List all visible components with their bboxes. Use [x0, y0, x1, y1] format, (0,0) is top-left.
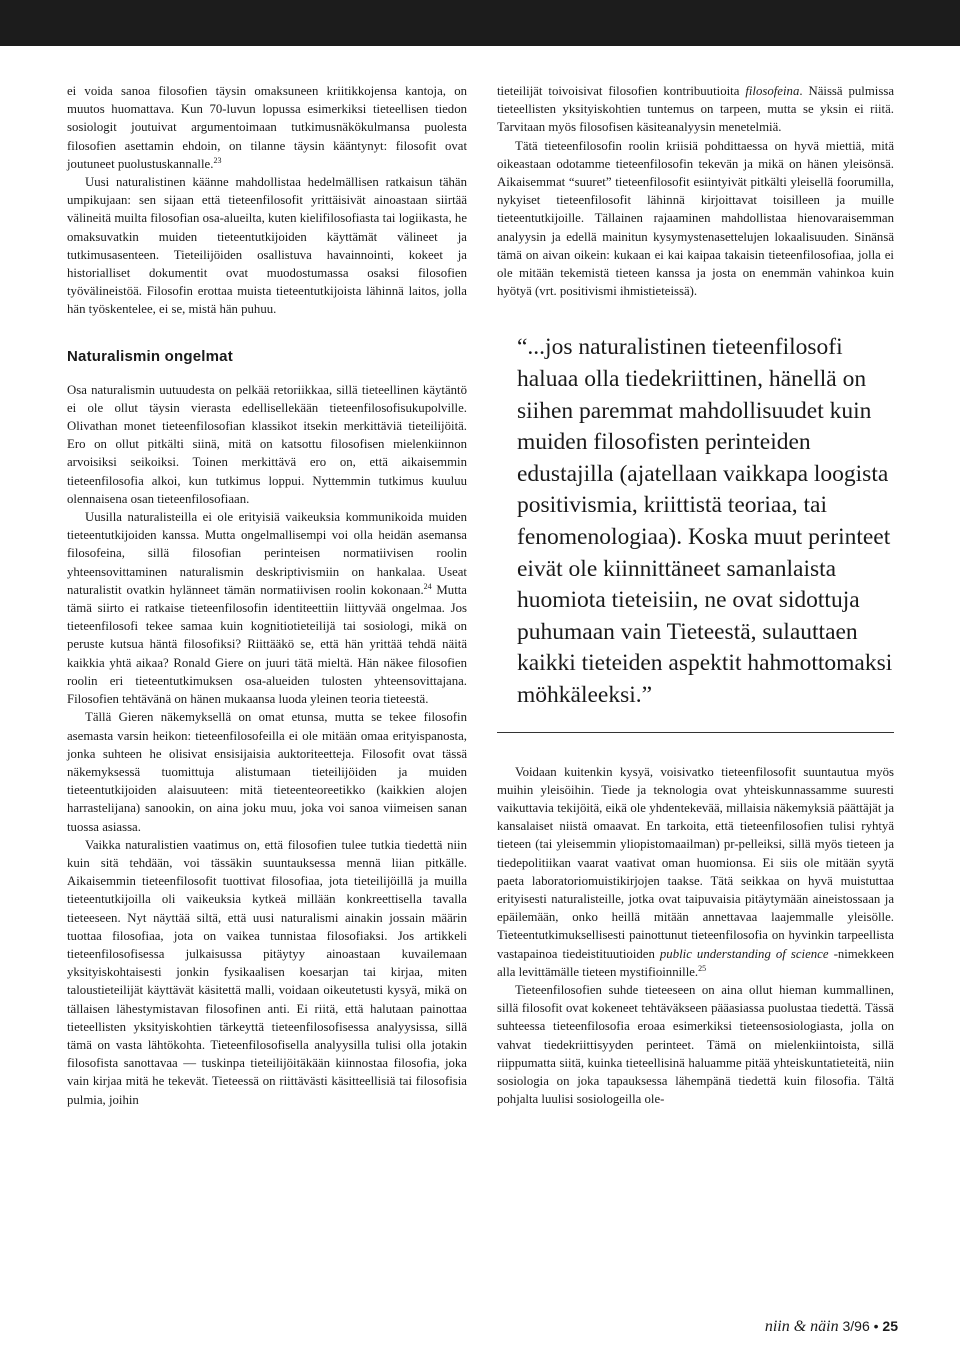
- right-column: [497, 82, 894, 1108]
- paragraph: Tieteenfilosofien suhde tieteeseen on aina ollut hieman kummallinen, sillä filosofit ovat kokeneet tehtäväkseen pääasiassa puolustaa tiedettä. Tässä suhteessa tieteenfilosofia eroaa esimerkiksi tieteensosiologiasta, jolla on vahvat tiedekriittisyyden perinteet. Tämä on mielenkiintoista, sillä riippumatta siitä, kuinka tieteellisinä haluamme pitää yhteiskuntatieteitä, niin sosiologia on joka tapauksessa lähempänä tiedettä kuin filosofia. Tältä pohjalta luulisi sosiologeilla ole-: [497, 983, 894, 1107]
- left-column: [67, 82, 467, 1109]
- paragraph: Osa naturalismin uutuudesta on pelkää retoriikkaa, sillä tieteellinen käytäntö ei ole ollut täysin vierasta edellisellekään tieteenfilosofisukupolville. Olivathan monet tieteenfilosofian klassikot itsekin merkittäviä tieteilijöitä. Ero on ollut pitkälti siinä, mitä on katsottu filosofisen mielenkiinnon arvoisiksi seikoiksi. Toinen merkittävä ero on, että aikaisemmin tieteenfilosofia alkoi, kun tutkimus loppui. Nyttemmin tutkimus kuuluu olennaisena osan tieteenfilosofiaan.: [67, 382, 467, 506]
- footnote-ref: 25: [698, 963, 707, 973]
- section-heading: Naturalismin ongelmat: [67, 347, 233, 365]
- paragraph: ei voida sanoa filosofien täysin omaksuneen kriitikkojensa kantoja, on muutos huomattava. Kun 70-luvun lopussa esimerkiksi tieteellisen tiedon sosiologit joutuivat argumentoimaan tutkimusnäkökulmansa puolesta filosofien asettamin ehdoin, on tilanne täysin kääntynyt: filosofit ovat joutuneet puolustuskannalle.$^{23}$: [67, 84, 467, 171]
- paragraph: Vaikka naturalistien vaatimus on, että filosofien tulee tutkia tiedettä niin kuin sitä tehdään, voi tässäkin suuntauksessa mennä liian pitkälle. Aikaisemmin tieteenfilosofit tuottivat filosofiaa, jota tieteilijöillä ja muilla tieteentutkijoilla oli vaikeuksia kytkeä millään konkreettisella tavalla tieteeseen. Nyt näyttää siltä, että uusi naturalismi ainakin jossain määrin tuottaa filosofiaa, jota on vaikea tunnistaa filosofiaksi. Jos artikkeli tieteenfilosofisessa julkaisussa pitäytyy ainoastaan kuvailemaan yksityiskohtaisesti jonkin fysikaalisen koesarjan tai kirjaa, miten taloustieteilijät käyttävät käsitettä malli, voidaan oikeutetusti kysyä, mikä on tällaisen lähestymistavan filosofinen anti. Ei riitä, että halutaan painottaa tieteellisten yksityiskohtien tärkeyttä tieteenfilosofisessa analyysissa, sillä tämä on vasta lähtökohta. Tieteenfilosofisella analyysilla tulisi olla jotakin filosofista sanottavaa — tuskinpa tieteilijöitäkään kiinnostaa filosofia, joka vain kirjaa mitä he tekevät. Tieteessä on riittävästi käsitteellisiä tai filosofisia pulmia, joihin: [67, 837, 467, 1107]
- page-number: 25: [882, 1318, 898, 1334]
- top-black-bar: [0, 0, 960, 46]
- paragraph: Tällä Gieren näkemyksellä on omat etunsa, mutta se tekee filosofin asemasta varsin heikon: tieteenfilosofeilla ei ole mitään omaa erityispanosta, jonka suhteen he olisivat ensisijaisia auktoriteetteja. Filosofit ovat tässä näkemyksessä tuomittuja alistumaan tieteilijöiden ja muiden tieteentutkijoiden alaisuuteen: mitä tieteenteoreetikko (kaikkien alojen harrastelijana) sanookin, on aina joku muu, joka voi sanoa viimeisen sanan tuossa asiassa.: [67, 710, 467, 834]
- paragraph: Voidaan kuitenkin kysyä, voisivatko tieteenfilosofit suuntautua myös muihin yleisöihin. Tiede ja teknologia ovat yhteiskunnassamme suuresti vaikuttavia tekijöitä, eikä ole yhdentekevää, millaisia näkemyksiä päättäjät ja kansalaiset niistä omaavat. En tarkoita, että tieteenfilosofien tulisi ryhtyä tieteen (tai yleisemmin yliopistomaailman) pr-pelleiksi, sillä myös tieteen ja tiedepolitiikan vaarat vaativat oman huomionsa. Ei siis ole mitään syytä paeta laboratoriomuistikirjojen taakse. Tätä seikkaa on hyvä muistuttaa erityisesti naturalisteille, jotka ovat taipuvaisia pitäytymään aineistossaan ja epäilemään, onko heillä mitään annettavaa laajemmalle yleisölle. Tieteentutkimuksellisesti painottunut tieteenfilosofia on hyvinkin tarpeellista vastapainoa tiedeistituutioiden public understanding of science -nimekkeen alla levittämälle tieteen mystifioinnille.$^{25}$: [497, 764, 894, 979]
- footnote-ref: 24: [423, 581, 432, 591]
- page-footer: [765, 1318, 898, 1336]
- issue-number: 3/96: [842, 1318, 870, 1334]
- paragraph: Tätä tieteenfilosofin roolin kriisiä pohdittaessa on hyvä miettiä, mitä oikeastaan odotamme tieteenfilosofin tekevän ja mikä on hänen yleisönsä. Aikaisemmat “suuret” tieteenfilosofit esiintyivät pitkälti yleisellä foorumilla, nykyiset tieteenfilosofit lähinnä kirjoittavat toisilleen ja muille tieteentutkijoille. Tällainen rajaaminen mahdollistaa hienovaraisemman analyysin ja edellä mainitun kysymystenasettelujen lokaalisuuden. Sinänsä tämä on aivan oikein: kukaan ei kai kaipaa takaisin tieteenfilosofiaa, jolla ei ole mitään tekemistä tieteen kanssa ja josta on enemmän vahinkoa kuin hyötyä (vrt. positivismi ihmistieteissä).: [497, 138, 894, 299]
- footnote-ref: 23: [213, 155, 222, 165]
- paragraph: Uusi naturalistinen käänne mahdollistaa hedelmällisen ratkaisun tähän umpikujaan: sen sijaan että tieteenfilosofit yrittäisivät ainoastaan siirtää välineitä muilta filosofian osa-alueilta, kuten kielifilosofiasta tai logiikasta, he omaksuvatkin muiden tieteentutkijoiden käyttämät välineet ja tutkimusasenteen. Tieteilijöiden osallistuva havainnointi, kokeet ja historialliset dokumentit ovat muodostumassa osaksi filosofien työvälineistöä. Filosofin erottaa muista tieteentutkijoista lähinnä laitos, jolla hän työskentelee, ei se, mistä hän puhuu.: [67, 175, 467, 317]
- magazine-name: niin & näin: [764, 1318, 839, 1335]
- paragraph: Uusilla naturalisteilla ei ole erityisiä vaikeuksia kommunikoida muiden tieteentutkijoiden kanssa. Mutta ongelmallisempi voi olla heidän asemansa filosofeina, sillä filosofian perinteisen normatiivisen roolin yhteensovittaminen naturalismin deskriptivismiin on hankalaa. Useat naturalistit ovatkin hylänneet tämän normatiivisen roolin kokonaan.$^{24}$ Mutta tämä siirto ei ratkaise tieteenfilosofin identiteettiin liittyvää ongelmaa. Jos tieteenfilosofi tekee samaa kuin kognitiotieteilijä tai sosiologi, mikä on peruste kutsua häntä filosofiksi? Riittääkö se, että hän yrittää tehdä näitä kaikkia yhtä aikaa? Ronald Giere on juuri tätä mieltä. Hän näkee filosofien roolin eri tieteentutkimuksen osa-alueiden tulosten yhteensovittajana. Filosofien tehtävänä on hänen mukaansa luoda yleinen teoria tieteestä.: [67, 510, 467, 707]
- paragraph: tieteilijät toivoisivat filosofien kontribuutioita filosofeina. Näissä pulmissa tieteellisten yksityiskohtien tuntemus on tarpeen, mutta se yksin ei riitä. Tarvitaan myös filosofisen käsiteanalyysin menetelmiä.: [497, 84, 895, 135]
- pull-quote: “...jos naturalistinen tieteenfilosofi haluaa olla tiedekriittinen, hänellä on siihen paremmat mahdollisuudet kuin muiden filosofisten perinteiden edustajilla (ajatellaan vaikkapa loogista positivismia, kriittistä teoriaa, tai fenomenologiaa). Koska muut perinteet eivät ole kiinnittäneet samanlaista huomiota tieteisiin, ne ovat sidottuja puhumaan vain Tieteestä, sulauttaen kaikki tieteiden aspektit hahmottomaksi möhkäleeksi.”: [497, 332, 894, 732]
- footer-bullet: •: [873, 1318, 879, 1334]
